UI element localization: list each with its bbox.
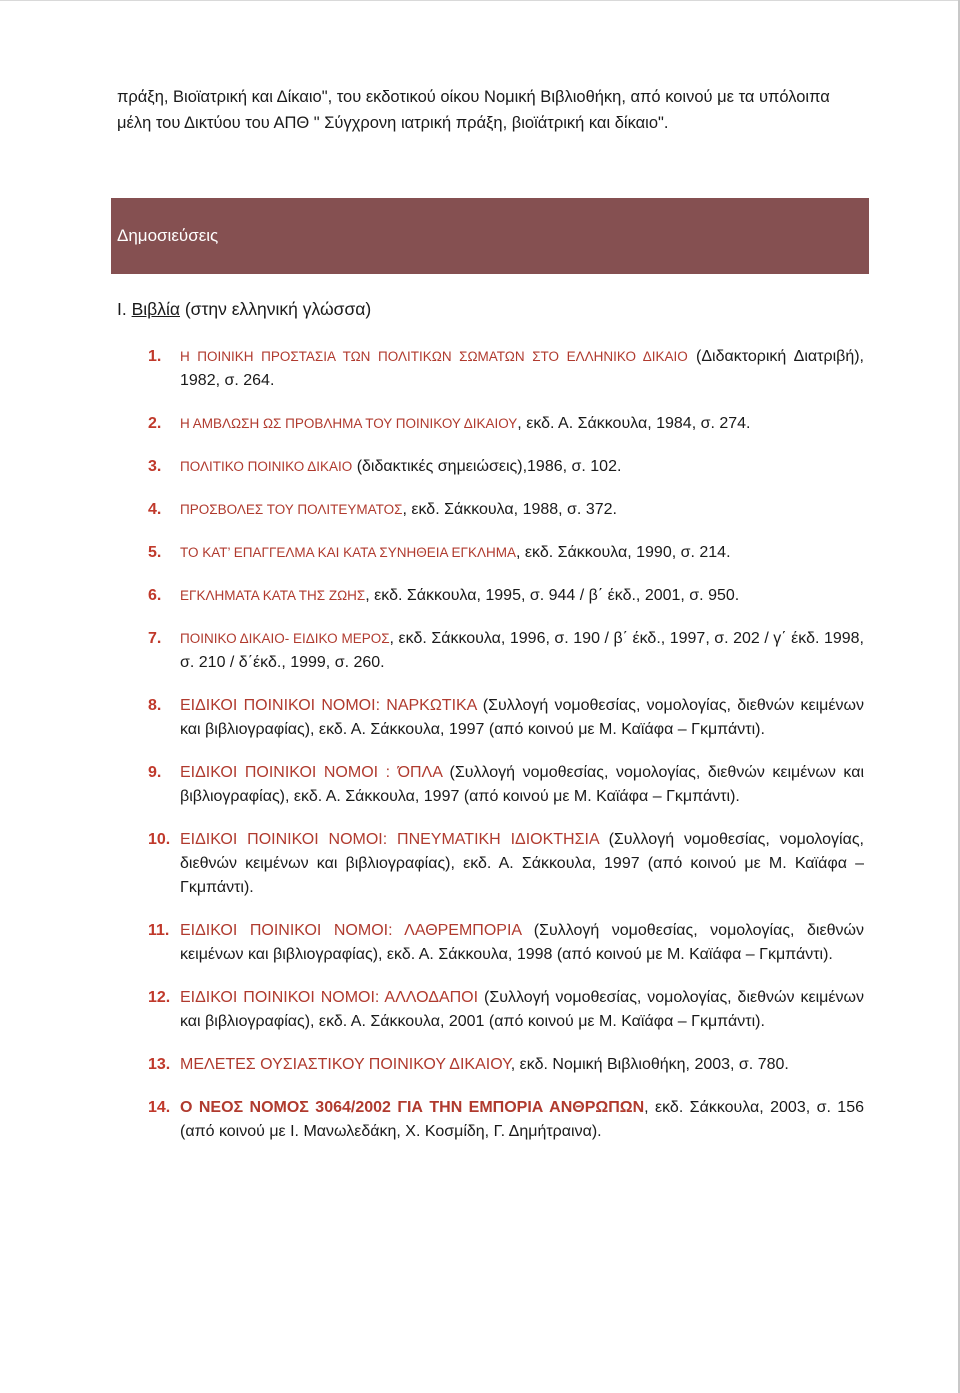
item-title: ΠΟΛΙΤΙΚΟ ΠΟΙΝΙΚΟ ΔΙΚΑΙΟ xyxy=(180,459,353,474)
publications-banner xyxy=(111,198,869,274)
list-item xyxy=(148,498,864,522)
item-details: (Συλλογή νομοθεσίας, νομολογίας, διεθνών κειμένων και βιβλιογραφίας), εκδ. Α. Σάκκουλα, 1997 (από κοινού με Μ. Καϊάφα – Γκμπάντι). xyxy=(180,831,864,896)
item-title: Ο ΝΕΟΣ ΝΟΜΟΣ 3064/2002 ΓΙΑ ΤΗΝ ΕΜΠΟΡΙΑ ΑΝΘΡΩΠΩΝ xyxy=(180,1099,645,1116)
list-item xyxy=(148,694,864,742)
item-title: Η ΠΟΙΝΙΚΗ ΠΡΟΣΤΑΣΙΑ ΤΩΝ ΠΟΛΙΤΙΚΩΝ ΣΩΜΑΤΩΝ ΣΤΟ ΕΛΛΗΝΙΚΟ ΔΙΚΑΙΟ xyxy=(180,349,688,364)
item-number: 3. xyxy=(148,458,162,475)
item-details: , εκδ. Σάκκουλα, 1988, σ. 372. xyxy=(402,501,617,518)
item-title: ΜΕΛΕΤΕΣ ΟΥΣΙΑΣΤΙΚΟΥ ΠΟΙΝΙΚΟΥ ΔΙΚΑΙΟΥ xyxy=(180,1056,511,1073)
item-number: 8. xyxy=(148,697,162,714)
item-title: ΤΟ ΚΑΤ’ ΕΠΑΓΓΕΛΜΑ ΚΑΙ ΚΑΤΑ ΣΥΝΗΘΕΙΑ ΕΓΚΛΗΜΑ xyxy=(180,545,517,560)
item-title: ΠΟΙΝΙΚΟ ΔΙΚΑΙΟ- ΕΙΔΙΚΟ ΜΕΡΟΣ xyxy=(180,631,390,646)
section-suffix: (στην ελληνική γλώσσα) xyxy=(179,299,372,319)
item-number: 2. xyxy=(148,415,162,432)
list-item xyxy=(148,455,864,479)
item-details: (Συλλογή νομοθεσίας, νομολογίας, διεθνών κειμένων και βιβλιογραφίας), εκδ. Α. Σάκκουλα, 2001 (από κοινού με Μ. Καϊάφα – Γκμπάντι). xyxy=(180,989,864,1030)
item-number: 6. xyxy=(148,587,162,604)
list-item xyxy=(148,1096,864,1144)
item-number: 11. xyxy=(148,922,170,939)
list-item xyxy=(148,919,864,967)
list-item xyxy=(148,1053,864,1077)
item-number: 14. xyxy=(148,1099,171,1116)
section-heading-books xyxy=(117,299,371,320)
list-item xyxy=(148,828,864,900)
item-title: ΕΙΔΙΚΟΙ ΠΟΙΝΙΚΟΙ ΝΟΜΟΙ: ΛΑΘΡΕΜΠΟΡΙΑ xyxy=(180,922,522,939)
item-details: , εκδ. Α. Σάκκουλα, 1984, σ. 274. xyxy=(517,415,751,432)
section-underlined: Βιβλία xyxy=(131,299,180,319)
list-item xyxy=(148,627,864,675)
item-title: ΕΙΔΙΚΟΙ ΠΟΙΝΙΚΟΙ ΝΟΜΟΙ: ΠΝΕΥΜΑΤΙΚΗ ΙΔΙΟΚΤΗΣΙΑ xyxy=(180,831,599,848)
item-details: , εκδ. Σάκκουλα, 1990, σ. 214. xyxy=(516,544,731,561)
item-number: 4. xyxy=(148,501,162,518)
item-title: ΕΓΚΛΗΜΑΤΑ ΚΑΤΑ ΤΗΣ ΖΩΗΣ xyxy=(180,588,366,603)
item-title: Η ΑΜΒΛΩΣΗ ΩΣ ΠΡΟΒΛΗΜΑ ΤΟΥ ΠΟΙΝΙΚΟΥ ΔΙΚΑΙΟΥ xyxy=(180,416,518,431)
item-number: 1. xyxy=(148,348,162,365)
page-top-border xyxy=(0,0,960,1)
list-item xyxy=(148,541,864,565)
item-number: 5. xyxy=(148,544,162,561)
item-details: , εκδ. Νομική Βιβλιοθήκη, 2003, σ. 780. xyxy=(510,1056,789,1073)
item-title: ΠΡΟΣΒΟΛΕΣ ΤΟΥ ΠΟΛΙΤΕΥΜΑΤΟΣ xyxy=(180,502,403,517)
item-number: 13. xyxy=(148,1056,171,1073)
item-title: ΕΙΔΙΚΟΙ ΠΟΙΝΙΚΟΙ ΝΟΜΟΙ: ΑΛΛΟΔΑΠΟΙ xyxy=(180,989,479,1006)
item-details: , εκδ. Σάκκουλα, 1996, σ. 190 / β΄ έκδ., 1997, σ. 202 / γ΄ έκδ. 1998, σ. 210 / δ΄έκδ., 1999, σ. 260. xyxy=(180,630,864,671)
item-title: ΕΙΔΙΚΟΙ ΠΟΙΝΙΚΟΙ ΝΟΜΟΙ : ΌΠΛΑ xyxy=(180,764,443,781)
list-item xyxy=(148,412,864,436)
item-details: (διδακτικές σημειώσεις),1986, σ. 102. xyxy=(352,458,622,475)
item-title: ΕΙΔΙΚΟΙ ΠΟΙΝΙΚΟΙ ΝΟΜΟΙ: ΝΑΡΚΩΤΙΚΑ xyxy=(180,697,477,714)
item-number: 12. xyxy=(148,989,171,1006)
intro-paragraph: πράξη, Βιοϊατρική και Δίκαιο", του εκδοτικού οίκου Νομική Βιβλιοθήκη, από κοινού με τα υπόλοιπα μέλη του Δικτύου του ΑΠΘ " Σύγχρονη ιατρική πράξη, βιοϊάτρική και δίκαιο". xyxy=(117,88,830,132)
list-item xyxy=(148,761,864,809)
item-details: (Διδακτορική Διατριβή), 1982, σ. 264. xyxy=(180,348,864,389)
item-number: 10. xyxy=(148,831,171,848)
item-details: , εκδ. Σάκκουλα, 2003, σ. 156 (από κοινού με Ι. Μανωλεδάκη, Χ. Κοσμίδη, Γ. Δημήτραινα). xyxy=(180,1099,865,1140)
books-list xyxy=(148,345,864,1144)
item-details: (Συλλογή νομοθεσίας, νομολογίας, διεθνών κειμένων και βιβλιογραφίας), εκδ. Α. Σάκκουλα, 1997 (από κοινού με Μ. Καϊάφα – Γκμπάντι). xyxy=(180,764,865,805)
item-number: 9. xyxy=(148,764,162,781)
list-item xyxy=(148,986,864,1034)
item-number: 7. xyxy=(148,630,162,647)
banner-title: Δημοσιεύσεις xyxy=(117,226,219,245)
item-details: (Συλλογή νομοθεσίας, νομολογίας, διεθνών κειμένων και βιβλιογραφίας), εκδ. Α. Σάκκουλα, 1997 (από κοινού με Μ. Καϊάφα – Γκμπάντι). xyxy=(180,697,865,738)
section-prefix: I. xyxy=(117,299,132,319)
item-details: , εκδ. Σάκκουλα, 1995, σ. 944 / β΄ έκδ., 2001, σ. 950. xyxy=(365,587,740,604)
list-item xyxy=(148,584,864,608)
list-item xyxy=(148,345,864,393)
item-details: (Συλλογή νομοθεσίας, νομολογίας, διεθνών κειμένων και βιβλιογραφίας), εκδ. Α. Σάκκουλα, 1998 (από κοινού με Μ. Καϊάφα – Γκμπάντι). xyxy=(180,922,865,963)
